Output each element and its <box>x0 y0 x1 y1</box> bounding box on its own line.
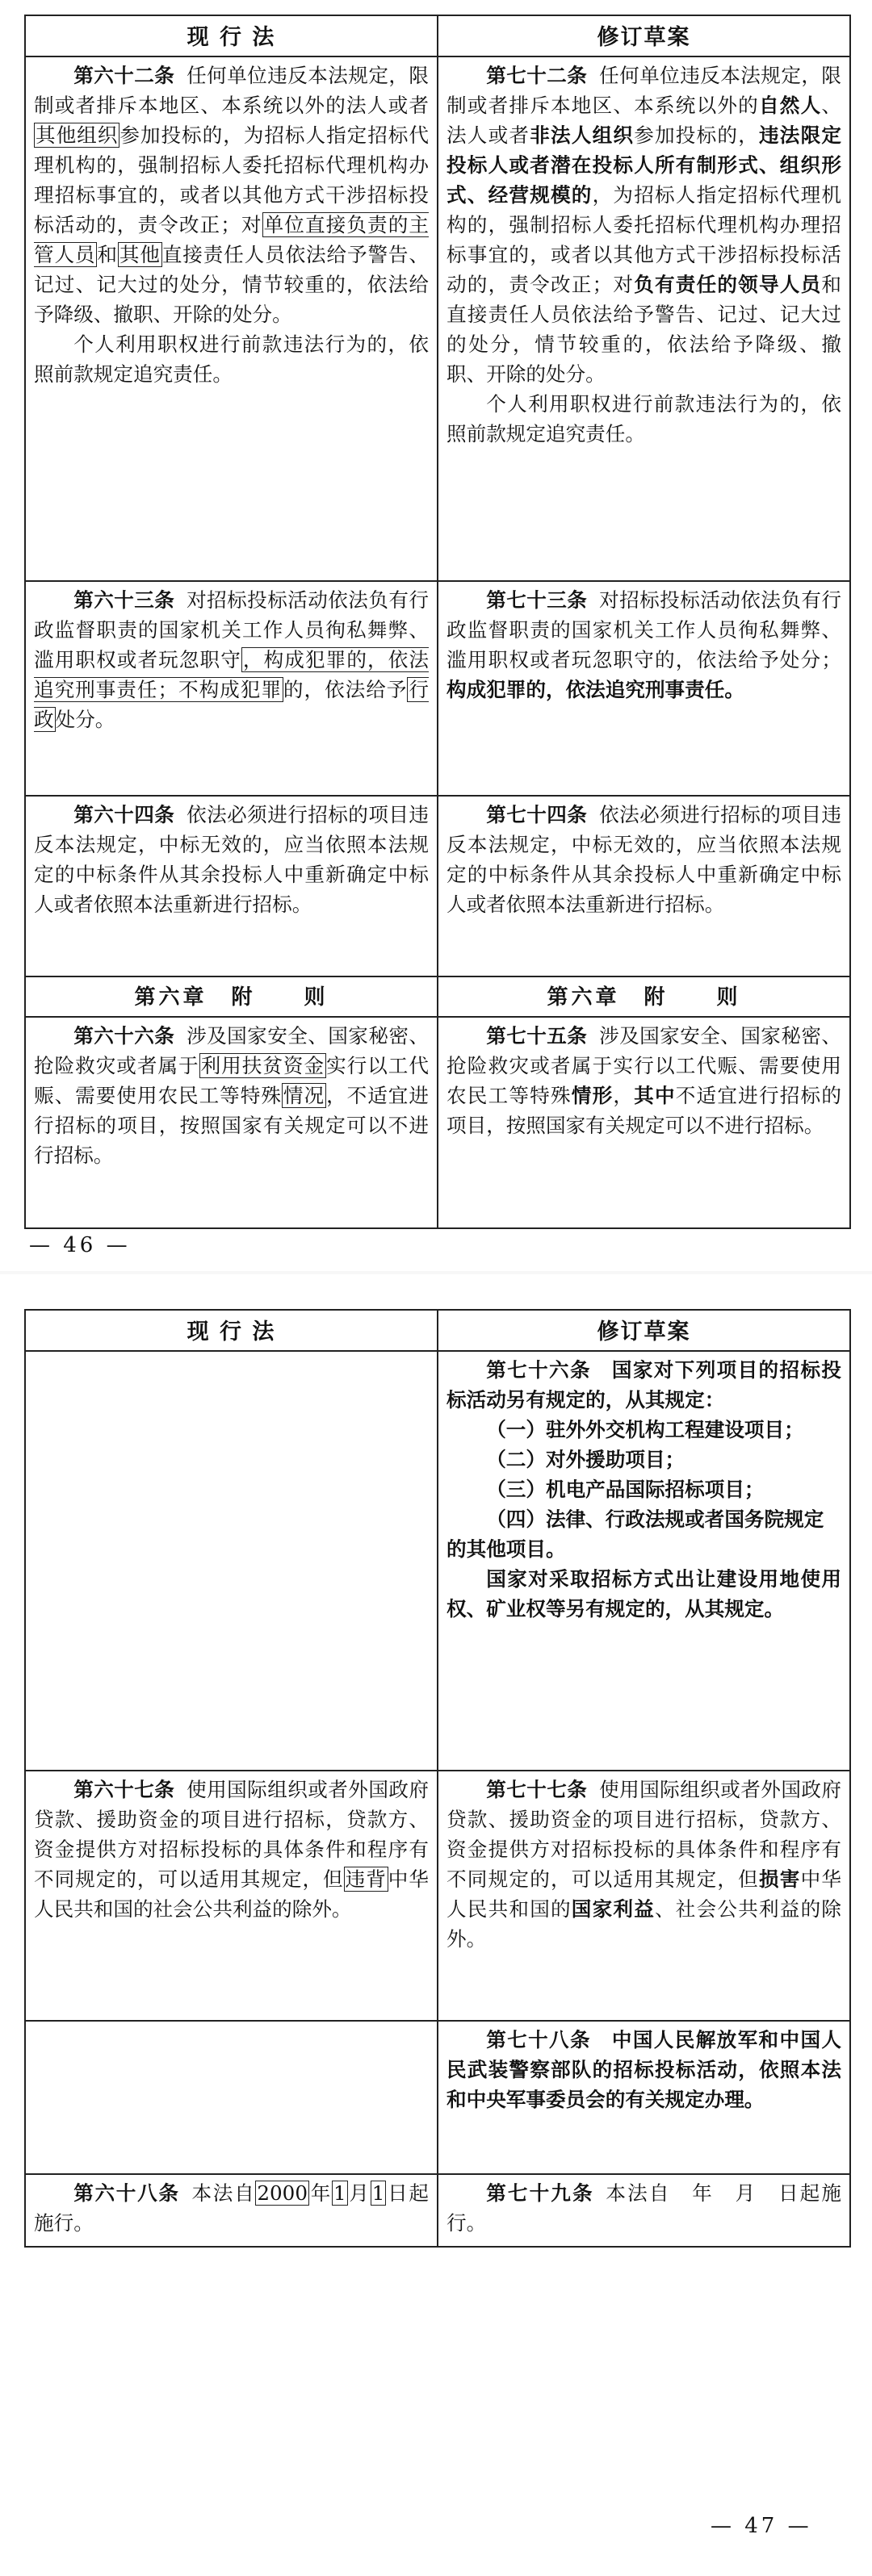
amended-text-box: 情况 <box>283 1084 325 1107</box>
current-law-article-64: 第六十四条 依法必须进行招标的项目违反本法规定，中标无效的，应当依照本法规定的中标条件从其余投标人中重新确定中标人或者依照本法重新进行招标。 <box>25 796 438 976</box>
revised-draft-article-78: 第七十八条 中国人民解放军和中国人民武装警察部队的招标投标活动，依照本法和中央军事委员会的有关规定办理。 <box>438 2021 850 2174</box>
amended-text-box: 利用扶贫资金 <box>200 1054 325 1077</box>
table-row <box>25 1771 850 2021</box>
revised-draft-article-73: 第七十三条 对招标投标活动依法负有行政监督职责的国家机关工作人员徇私舞弊、滥用职权或者玩忽职守的，依法给予处分；构成犯罪的，依法追究刑事责任。 <box>438 581 850 796</box>
current-law-empty-cell <box>25 1351 438 1771</box>
current-law-article-68: 第六十八条 本法自2000年1月1日起施行。 <box>25 2174 438 2247</box>
page-47 <box>0 1271 872 2576</box>
amended-text-box: 1 <box>333 2181 346 2205</box>
column-header-revised-draft: 修订草案 <box>438 1310 850 1351</box>
revised-draft-article-72: 第七十二条 任何单位违反本法规定，限制或者排斥本地区、本系统以外的自然人、法人或者非法人组织参加投标的，违法限定投标人或者潜在投标人所有制形式、组织形式、经营规模的，为招标人指定招标代理机构的，强制招标人委托招标代理机构办理招标事宜的，或者以其他方式干涉招标投标活动的，责令改正；对负有责任的领导人员和直接责任人员依法给予警告、记过、记大过的处分，情节较重的，依法给予降级、撤职、开除的处分。 个人利用职权进行前款违法行为的，依照前款规定追究责任。 <box>438 56 850 581</box>
table-row <box>25 581 850 796</box>
amended-text-box: 违背 <box>345 1867 387 1891</box>
amended-text-box: 行政 <box>34 678 429 731</box>
revised-draft-article-79: 第七十九条 本法自 年 月 日起施行。 <box>438 2174 850 2247</box>
column-header-current-law: 现 行 法 <box>25 15 438 56</box>
current-law-article-67: 第六十七条 使用国际组织或者外国政府贷款、援助资金的项目进行招标，贷款方、资金提供方对招标投标的具体条件和程序有不同规定的，可以适用其规定，但违背中华人民共和国的社会公共利益的除外。 <box>25 1771 438 2021</box>
column-header-current-law: 现 行 法 <box>25 1310 438 1351</box>
page-46 <box>0 0 872 1271</box>
comparison-table-page-47 <box>24 1309 851 2248</box>
amended-text-box: 单位直接负责的主管人员 <box>34 213 429 266</box>
table-row <box>25 2174 850 2247</box>
current-law-article-66: 第六十六条 涉及国家安全、国家秘密、抢险救灾或者属于利用扶贫资金实行以工代赈、需要使用农民工等特殊情况，不适宜进行招标的项目，按照国家有关规定可以不进行招标。 <box>25 1017 438 1228</box>
table-row <box>25 1351 850 1771</box>
amended-text-box: 1 <box>371 2181 385 2205</box>
amended-text-box: 其他 <box>119 243 161 266</box>
current-law-article-62: 第六十二条 任何单位违反本法规定，限制或者排斥本地区、本系统以外的法人或者其他组织参加投标的，为招标人指定招标代理机构的，强制招标人委托招标代理机构办理招标事宜的，或者以其他方式干涉招标投标活动的，责令改正；对单位直接负责的主管人员和其他直接责任人员依法给予警告、记过、记大过的处分，情节较重的，依法给予降级、撤职、开除的处分。 个人利用职权进行前款违法行为的，依照前款规定追究责任。 <box>25 56 438 581</box>
amended-text-box: 其他组织 <box>36 123 119 147</box>
amended-text-box: ，构成犯罪的，依法追究刑事责任；不构成犯罪 <box>34 648 429 701</box>
table-row <box>25 2021 850 2174</box>
revised-draft-article-76: 第七十六条 国家对下列项目的招标投标活动另有规定的，从其规定： （一）驻外外交机构工程建设项目； （二）对外援助项目； （三）机电产品国际招标项目； （四）法律、行政法规或者国务院规定的其他项目。 国家对采取招标方式出让建设用地使用权、矿业权等另有规定的，从其规定。 <box>438 1351 850 1771</box>
table-row <box>25 1017 850 1228</box>
column-header-revised-draft: 修订草案 <box>438 15 850 56</box>
page-number: — 47 — <box>711 2514 812 2538</box>
page-number: — 46 — <box>29 1233 131 1257</box>
table-row <box>25 56 850 581</box>
chapter-heading-left: 第六章 附 则 <box>25 976 438 1017</box>
table-row <box>25 796 850 976</box>
chapter-heading-right: 第六章 附 则 <box>438 976 850 1017</box>
current-law-article-63: 第六十三条 对招标投标活动依法负有行政监督职责的国家机关工作人员徇私舞弊、滥用职权或者玩忽职守，构成犯罪的，依法追究刑事责任；不构成犯罪的，依法给予行政处分。 <box>25 581 438 796</box>
revised-draft-article-74: 第七十四条 依法必须进行招标的项目违反本法规定，中标无效的，应当依照本法规定的中标条件从其余投标人中重新确定中标人或者依照本法重新进行招标。 <box>438 796 850 976</box>
revised-draft-article-77: 第七十七条 使用国际组织或者外国政府贷款、援助资金的项目进行招标，贷款方、资金提供方对招标投标的具体条件和程序有不同规定的，可以适用其规定，但损害中华人民共和国的国家利益、社会公共利益的除外。 <box>438 1771 850 2021</box>
amended-text-box: 2000 <box>257 2181 308 2205</box>
list-item: （四）法律、行政法规或者国务院规定的其他项目。 <box>446 1508 824 1561</box>
comparison-table-page-46 <box>24 15 851 1229</box>
current-law-empty-cell <box>25 2021 438 2174</box>
list-item: （三）机电产品国际招标项目； <box>486 1478 765 1501</box>
list-item: （一）驻外外交机构工程建设项目； <box>486 1418 804 1441</box>
table-row <box>25 976 850 1017</box>
list-item: （二）对外援助项目； <box>486 1448 685 1471</box>
revised-draft-article-75: 第七十五条 涉及国家安全、国家秘密、抢险救灾或者属于实行以工代赈、需要使用农民工等特殊情形，其中不适宜进行招标的项目，按照国家有关规定可以不进行招标。 <box>438 1017 850 1228</box>
